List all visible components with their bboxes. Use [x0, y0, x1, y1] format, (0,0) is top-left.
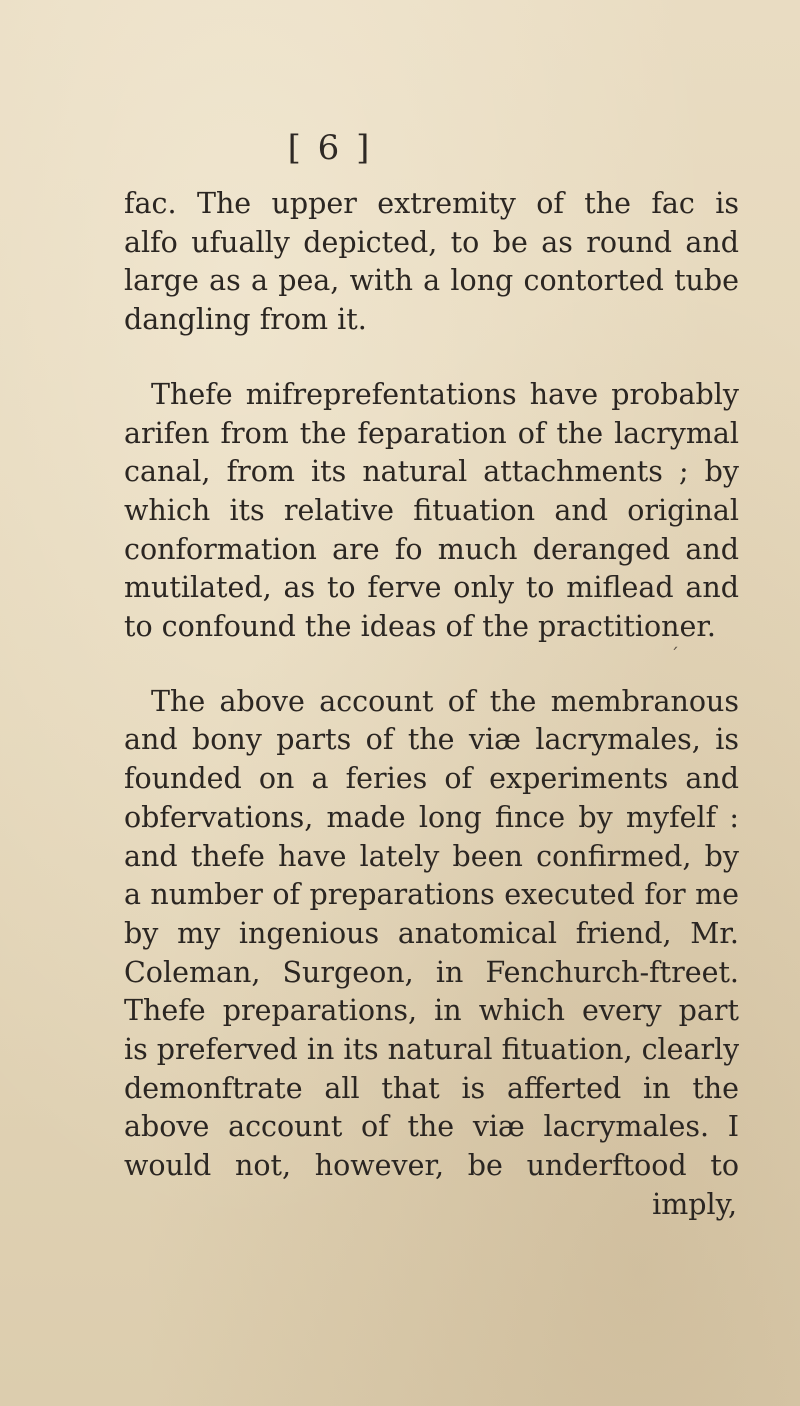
- text-line: and thefe have lately been confirmed, by: [124, 839, 739, 873]
- paragraph-2: [124, 376, 739, 647]
- page-number: [ 6 ]: [287, 128, 373, 168]
- paragraph-3: [124, 683, 739, 1186]
- text-line: canal, from its natural attachments ; by: [124, 455, 739, 489]
- text-line: fac. The upper extremity of the fac is: [124, 187, 739, 220]
- text-line: alfo ufually depicted, to be as round and: [124, 225, 739, 259]
- text-line: is preferved in its natural fituation, clearly: [124, 1033, 739, 1067]
- text-line: demonftrate all that is afferted in the: [124, 1071, 739, 1105]
- text-line: a number of preparations executed for me: [124, 878, 739, 912]
- text-line: would not, however, be underftood to: [124, 1149, 739, 1183]
- text-line: Coleman, Surgeon, in Fenchurch-ftreet.: [124, 955, 739, 989]
- text-line: arifen from the feparation of the lacrymal: [124, 416, 739, 450]
- body-text: [124, 185, 739, 1225]
- text-line: The above account of the membranous: [151, 684, 739, 718]
- text-line: mutilated, as to ferve only to miflead and: [124, 571, 739, 605]
- margin-mark: ˊ: [670, 645, 679, 666]
- text-line: Thefe preparations, in which every part: [124, 994, 739, 1028]
- text-line: to confound the ideas of the practitioner.: [124, 610, 716, 644]
- text-line: and bony parts of the viæ lacrymales, is: [124, 723, 739, 757]
- text-line: large as a pea, with a long contorted tube: [124, 264, 739, 298]
- text-line: obfervations, made long fince by myfelf :: [124, 800, 739, 834]
- paragraph-1: [124, 185, 739, 340]
- text-line: founded on a feries of experiments and: [124, 762, 739, 796]
- catchword: imply,: [652, 1187, 737, 1221]
- text-line: Thefe mifreprefentations have probably: [151, 377, 739, 411]
- text-line: by my ingenious anatomical friend, Mr.: [124, 916, 739, 950]
- text-line: above account of the viæ lacrymales. I: [124, 1110, 739, 1144]
- text-line: which its relative fituation and original: [124, 493, 739, 527]
- text-line: dangling from it.: [124, 303, 367, 337]
- text-line: conformation are fo much deranged and: [124, 532, 739, 566]
